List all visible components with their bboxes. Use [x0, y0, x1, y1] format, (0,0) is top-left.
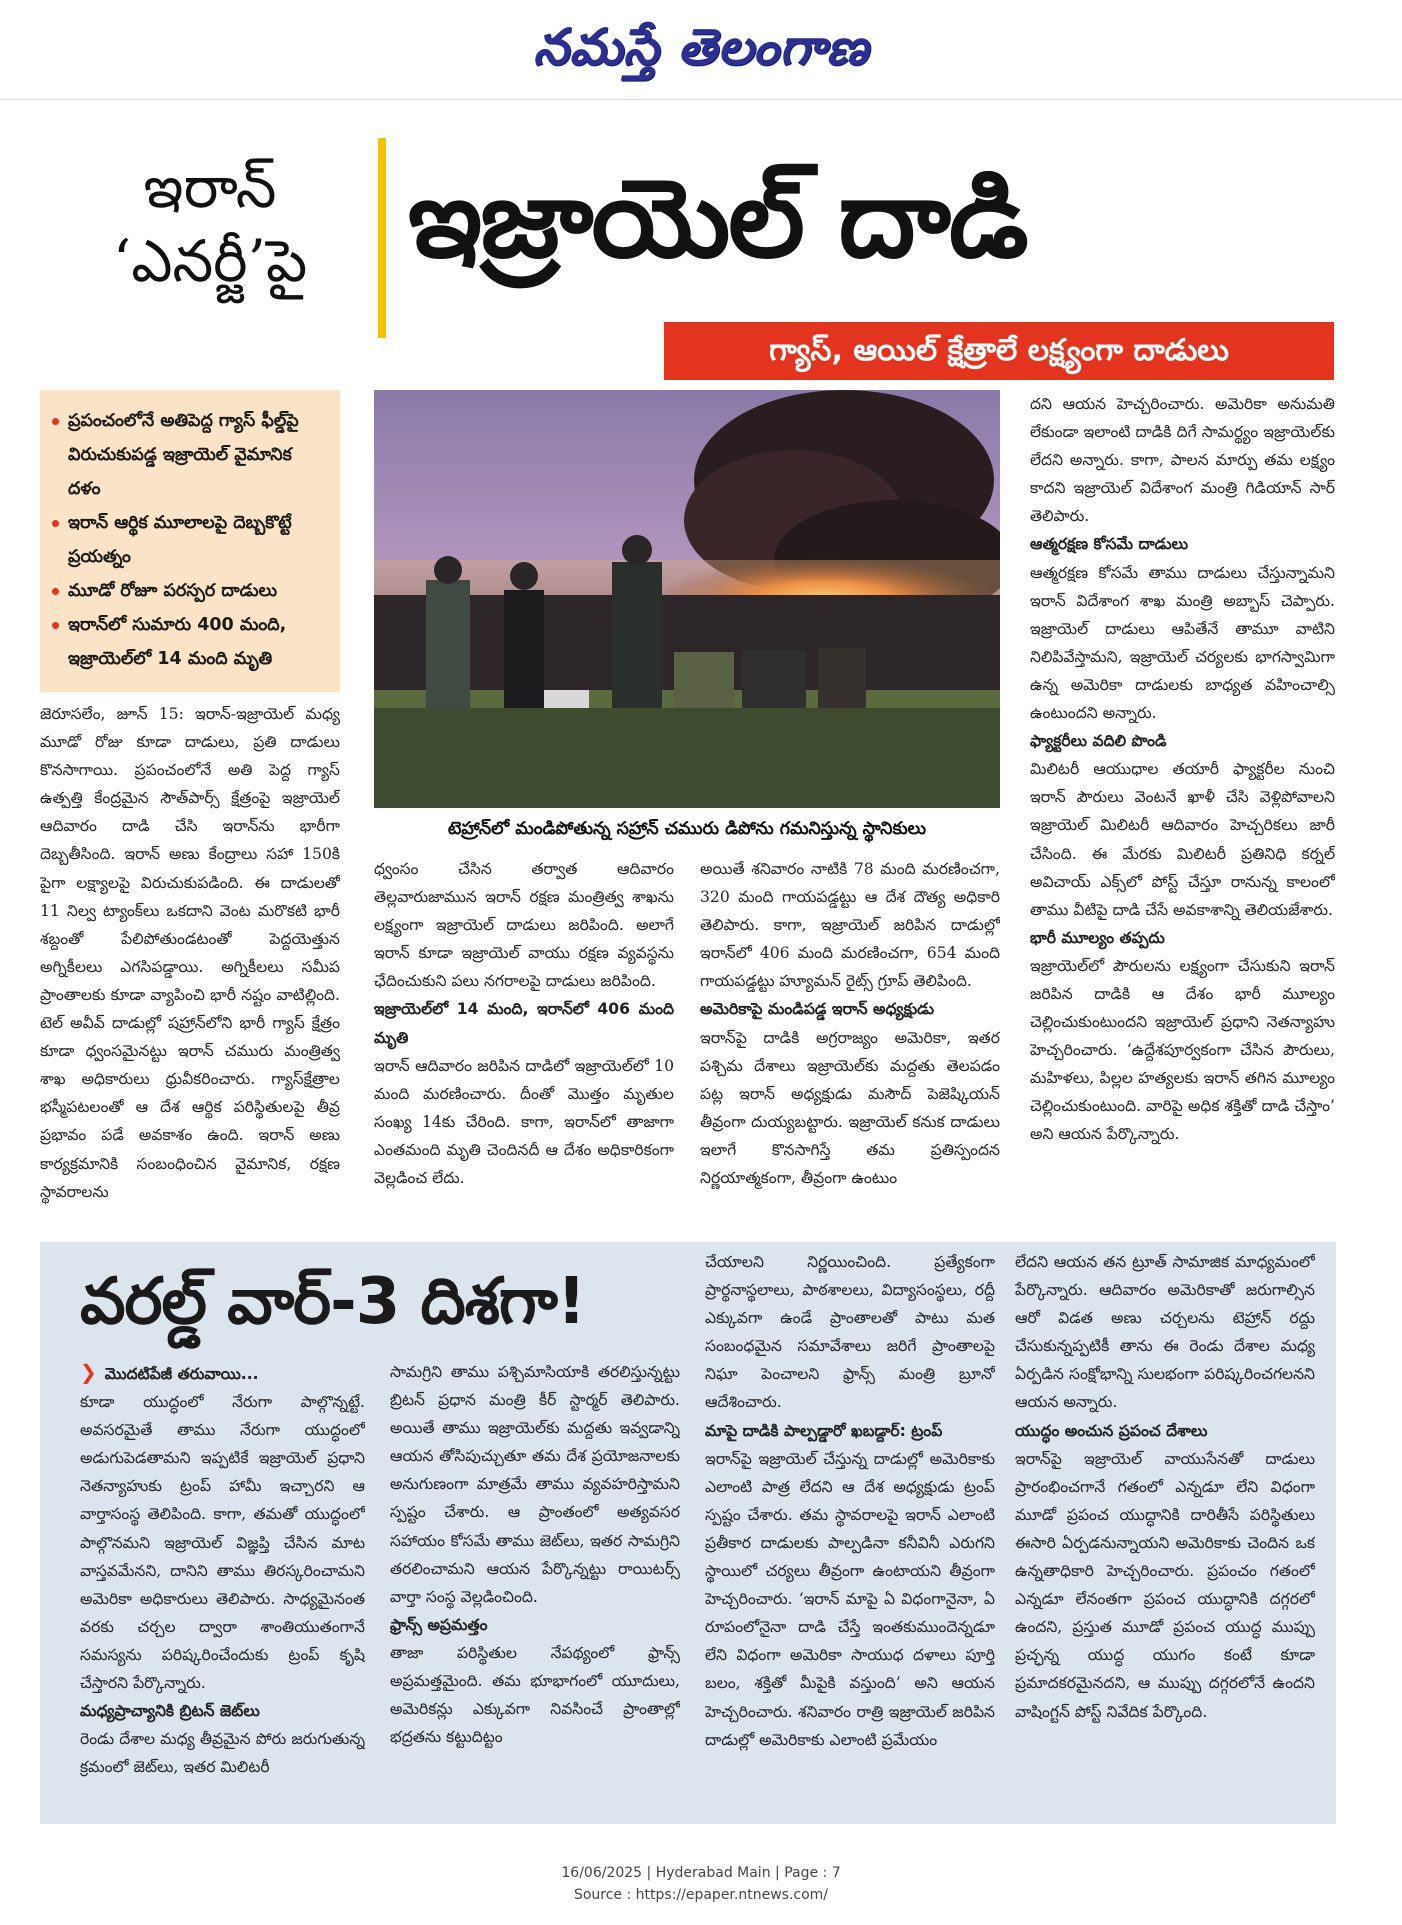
body-text: ఇరాన్‌పై ఇజ్రాయెల్ వాయుసేనతో దాడులు ప్రారంభించగానే గతంలో ఎన్నడూ లేని విధంగా మూడో ప్రపంచ యుద్ధానికి దారితీసే పరిస్థితులు ఈసారి ఏర్పడనున్నాయని అమెరికాకు చెందిన ఒక ఉన్నతాధికారి హెచ్చరించారు. ప్రపంచం గతంలో ఎన్నడూ లేనంతగా ప్రపంచ యుద్ధానికి దగ్గరలో ఉందని, ప్రస్తుత మూడో ప్రపంచ యుద్ధ ముప్పు ప్రచ్ఛన్న యుద్ధ యుగం కంటే కూడా ప్రమాదకరమైనదని, ఆ ముప్పు దగ్గరలోనే ఉందని వాషింగ్టన్ పోస్ట్ నివేదిక పేర్కొంది. — [1015, 1449, 1315, 1721]
continued-text: మొదటిపేజీ తరువాయి... — [104, 1365, 259, 1383]
story-column-4 — [1030, 390, 1335, 1220]
subheading: ఆత్మరక్షణ కోసమే దాడులు — [1030, 535, 1189, 554]
body-text: ఇరాన్‌పై ఇజ్రాయెల్ చేస్తున్న దాడుల్లో అమెరికాకు ఎలాంటి పాత్ర లేదని ఆ దేశ అధ్యక్షుడు ట్రంప్ స్పష్టం చేశారు. తమ స్థావరాలపై ఇరాన్ ఎలాంటి ప్రతీకార దాడులకు పాల్పడినా కనీవినీ ఎరుగని స్థాయిలో చర్యలు తీవ్రంగా ఉంటాయని తీవ్రంగా హెచ్చరించారు. ‘ఇరాన్ మాపై ఏ విధంగానైనా, ఏ రూపంలోనైనా దాడి చేస్తే ఇంతకుముందెన్నడూ లేని విధంగా అమెరికా సాయుధ దళాలు పూర్తి బలం, శక్తితో మీపైకి వస్తుంది’ అని ఆయన హెచ్చరించారు. శనివారం రాత్రి ఇజ్రాయెల్ జరిపిన దాడుల్లో అమెరికాకు ఎలాంటి ప్రమేయం — [705, 1449, 995, 1749]
body-text: అయితే శనివారం నాటికి 78 మంది మరణించగా, 320 మంది గాయపడ్డట్టు ఆ దేశ దౌత్య అధికారి తెలిపారు. కాగా, ఇజ్రాయెల్ జరిపిన దాడుల్లో ఇరాన్‌లో 406 మంది మరణించగా, 654 మంది గాయపడ్డట్టు హ్యూమన్ రైట్స్ గ్రూప్ తెలిపింది. — [700, 860, 1000, 991]
continued-from-label — [80, 1358, 365, 1388]
chevron-right-icon: ❯ — [80, 1360, 97, 1384]
body-text: సామగ్రిని తాము పశ్చిమాసియాకి తరలిస్తున్నట్టు బ్రిటన్ ప్రధాన మంత్రి కీర్ స్టార్మర్ తెలిపారు. అయితే తాము ఇజ్రాయెల్‌కు మద్దతు ఇవ్వడాన్ని ఆయన తోసిపుచ్చుతూ తమ దేశ ప్రయోజనాలకు అనుగుణంగా మాత్రమే తాము వ్యవహరిస్తామని స్పష్టం చేశారు. ఆ ప్రాంతంలో అత్యవసర సహాయం కోసమే తాము జెట్‌లు, ఇతర సామగ్రిని తరలించామని ఆయన పేర్కొన్నట్టు రాయిటర్స్ వార్తా సంస్థ వెల్లడించింది. — [390, 1363, 680, 1606]
subheading: ఇజ్రాయెల్‌లో 14 మంది, ఇరాన్‌లో 406 మంది మృతి — [374, 1000, 674, 1047]
subheading: మధ్యప్రాచ్యానికి బ్రిటన్ జెట్‌లు — [80, 1702, 260, 1721]
ww3-headline: వరల్డ్ వార్-3 దిశగా! — [80, 1265, 586, 1339]
body-text: మిలిటరీ ఆయుధాల తయారీ ఫ్యాక్టరీల నుంచి ఇరాన్ పౌరులు వెంటనే ఖాళీ చేసి వెళ్లిపోవాలని ఇజ్రాయెల్ మిలిటరీ ఆదివారం హెచ్చరికలు జారీ చేసింది. ఈ మేరకు మిలిటరీ ప్రతినిధి కర్నల్ అవిచాయ్ ఎక్స్‌లో పోస్ట్ చేస్తూ రానున్న కాలంలో తాము వీటిపై దాడి చేసే అవకాశాన్ని తెలియజేశారు. — [1030, 760, 1335, 919]
body-text: ఆత్మరక్షణ కోసమే తాము దాడులు చేస్తున్నామని ఇరాన్ విదేశాంగ శాఖ మంత్రి అబ్బాస్ చెప్పారు. ఇజ్రాయెల్ దాడులు ఆపితేనే తామూ వాటిని నిలిపివేస్తామని, ఇజ్రాయెల్ చర్యలకు భాగస్వామిగా ఉన్న అమెరికా దాడులకు బాధ్యత వహించాల్సి ఉంటుందని అన్నారు. — [1030, 563, 1335, 723]
footer-edition-line: 16/06/2025 | Hyderabad Main | Page : 7 — [561, 1865, 841, 1881]
story-column-3 — [700, 855, 1000, 1220]
story-headline: ఇజ్రాయెల్ దాడి — [408, 157, 1027, 282]
body-text: ఇరాన్ ఆదివారం జరిపిన దాడిలో ఇజ్రాయెల్‌లో 10 మంది మరణించారు. దీంతో మొత్తం మృతుల సంఖ్య 14కు చేరింది. కాగా, ఇరాన్‌లో తాజాగా ఎంతమంది మృతి చెందినదీ ఆ దేశం అధికారికంగా వెల్లడించ లేదు. — [374, 1056, 674, 1188]
highlight-item: ప్రపంచంలోనే అతిపెద్ద గ్యాస్ ఫీల్డ్‌పై విరుచుకుపడ్డ ఇజ్రాయెల్ వైమానిక దళం — [52, 404, 330, 506]
page-footer — [0, 1862, 1402, 1906]
story-column-1 — [40, 700, 340, 1220]
story-subhead: గ్యాస్, ఆయిల్ క్షేత్రాలే లక్ష్యంగా దాడులు — [664, 322, 1334, 380]
body-text: చేయాలని నిర్ణయించింది. ప్రత్యేకంగా ప్రార్థనాస్థలాలు, పాఠశాలలు, విద్యాసంస్థలు, రద్దీ ఎక్కువగా ఉండే ప్రాంతాలతో పాటు మత సంబంధమైన సమావేశాలు జరిగే ప్రాంతాలపై నిఘా పెంచాలని ఫ్రాన్స్ మంత్రి బ్రూనో ఆదేశించారు. — [705, 1253, 995, 1412]
story-kicker — [60, 150, 360, 298]
body-text: ఇరాన్‌పై దాడికి అగ్రరాజ్యం అమెరికా, ఇతర పశ్చిమ దేశాలు ఇజ్రాయెల్‌కు మద్దతు తెలపడం పట్ల ఇరాన్ అధ్యక్షుడు మసౌద్ పెజెష్కియన్ తీవ్రంగా దుయ్యబట్టారు. ఇజ్రాయెల్ కనుక దాడులు ఇలాగే కొనసాగిస్తే తమ ప్రతిస్పందన నిర్ణయాత్మకంగా, తీవ్రంగా ఉంటుం — [700, 1028, 1000, 1188]
story-column-2 — [374, 855, 674, 1220]
ww3-column-3 — [705, 1248, 995, 1818]
subheading: అమెరికాపై మండిపడ్డ ఇరాన్ అధ్యక్షుడు — [700, 1000, 935, 1019]
body-text: దని ఆయన హెచ్చరించారు. అమెరికా అనుమతి లేకుండా ఇలాంటి దాడికి దిగే సామర్థ్యం ఇజ్రాయెల్‌కు లేదని అన్నారు. కాగా, పాలన మార్పు తమ లక్ష్యం కాదని ఇజ్రాయెల్ విదేశాంగ మంత్రి గిడియాన్ సార్ తెలిపారు. — [1030, 395, 1335, 526]
subheading: భారీ మూల్యం తప్పదు — [1030, 928, 1165, 947]
body-text: తాజా పరిస్థితుల నేపథ్యంలో ఫ్రాన్స్ అప్రమత్తమైంది. తమ భూభాగంలో యూదులు, అమెరికన్లు ఎక్కువగా నివసించే ప్రాంతాల్లో భద్రతను కట్టుదిట్టం — [390, 1643, 680, 1747]
masthead — [0, 0, 1402, 100]
subheading: యుద్ధం అంచున ప్రపంచ దేశాలు — [1015, 1421, 1208, 1440]
subheading: మాపై దాడికి పాల్పడ్డారో ఖబడ్దార్: ట్రంప్ — [705, 1421, 943, 1440]
body-text: ఇజ్రాయెల్‌లో పౌరులను లక్ష్యంగా చేసుకుని ఇరాన్ జరిపిన దాడికి ఆ దేశం భారీ మూల్యం చెల్లించుకుంటుందని ఇజ్రాయెల్ ప్రధాని నెతన్యాహు హెచ్చరించారు. ‘ఉద్దేశపూర్వకంగా చేసిన పౌరులు, మహిళలు, పిల్లల హత్యలకు ఇరాన్ తగిన మూల్యం చెల్లించుకుంటుంది. వారిపై అధిక శక్తితో దాడి చేస్తాం’ అని ఆయన పేర్కొన్నారు. — [1030, 956, 1335, 1144]
body-text: ధ్వంసం చేసిన తర్వాత ఆదివారం తెల్లవారుజామున ఇరాన్ రక్షణ మంత్రిత్వ శాఖను లక్ష్యంగా ఇజ్రాయెల్ దాడులు జరిపింది. అలాగే ఇరాన్ కూడా ఇజ్రాయెల్ వాయు రక్షణ వ్యవస్థను ఛేదించుకుని పలు నగరాలపై దాడులు జరిపింది. — [374, 860, 674, 991]
body-text: లేదని ఆయన తన ట్రూత్ సామాజిక మాధ్యమంలో పేర్కొన్నారు. ఆదివారం అమెరికాతో జరుగాల్సిన ఆరో విడత అణు చర్చలను టెహ్రాన్ రద్దు చేసుకున్నప్పటికీ తాను ఈ రెండు దేశాల మధ్య ఏర్పడిన సంక్షోభాన్ని సులభంగా పరిష్కరించగలనని ఆయన అన్నారు. — [1015, 1253, 1315, 1412]
photo-caption: టెహ్రాన్‌లో మండిపోతున్న సహ్రాన్ చమురు డిపోను గమనిస్తున్న స్థానికులు — [447, 819, 927, 839]
body-text: జెరూసలేం, జూన్ 15: ఇరాన్-ఇజ్రాయెల్ మధ్య మూడో రోజు కూడా దాడులు, ప్రతి దాడులు కొనసాగాయి. ప్రపంచంలోనే అతి పెద్ద గ్యాస్ ఉత్పత్తి కేంద్రమైన సౌత్‌పార్స్ క్షేత్రంపై ఇజ్రాయెల్ ఆదివారం దాడి చేసి ఇరాన్‌ను భారీగా దెబ్బతీసింది. ఇరాన్ అణు కేంద్రాలు సహా 150కి పైగా లక్ష్యాలపై విరుచుకుపడింది. ఈ దాడులతో 11 నిల్వ ట్యాంక్‌లు ఒకదాని వెంట మరొకటి భారీ శబ్దంతో పేలిపోతుండటంతో పెద్దయెత్తున అగ్నికీలలు ఎగసిపడ్డాయి. అగ్నికీలలు సమీప ప్రాంతాలకు కూడా వ్యాపించి భారీ నష్టం వాటిల్లింది. టెల్ అవీవ్ దాడుల్లో షహ్రాన్‌లోని భారీ గ్యాస్ క్షేత్రం కూడా ధ్వంసమైనట్టు ఇరాన్ చమురు మంత్రిత్వ శాఖ అధికారులు ధ్రువీకరించారు. గ్యాస్‌క్షేత్రాల భస్మీపటలంతో ఆ దేశ ఆర్థిక పరిస్థితులపై తీవ్ర ప్రభావం పడే అవకాశం ఉంది. ఇరాన్ అణు కార్యక్రమానికి సంబంధించిన వైమానిక, రక్షణ స్థావరాలను — [40, 705, 340, 1201]
body-text: రెండు దేశాల మధ్య తీవ్రమైన పోరు జరుగుతున్న క్రమంలో జెట్‌లు, ఇతర మిలిటరీ — [80, 1730, 365, 1777]
subheading: ఫ్రాన్స్ అప్రమత్తం — [390, 1615, 488, 1634]
fire-scene-illustration — [374, 390, 1000, 808]
footer-source-link[interactable]: Source : https://epaper.ntnews.com/ — [573, 1887, 829, 1903]
kicker-divider — [378, 138, 386, 338]
news-photo — [374, 390, 1000, 808]
kicker-line-1: ఇరాన్ — [143, 153, 277, 221]
highlight-item: ఇరాన్ ఆర్థిక మూలాలపై దెబ్బకొట్టే ప్రయత్నం — [52, 506, 330, 574]
subheading: ఫ్యాక్టరీలు వదిలి పొండి — [1030, 732, 1167, 751]
kicker-line-2: ‘ఎనర్జీ’పై — [112, 227, 308, 295]
ww3-column-2 — [390, 1358, 680, 1818]
highlight-item: ఇరాన్‌లో సుమారు 400 మంది, ఇజ్రాయెల్‌లో 14 మంది మృతి — [52, 608, 330, 676]
body-text: కూడా యుద్ధంలో నేరుగా పాల్గొన్నట్టే. అవసరమైతే తాము నేరుగా యుద్ధంలో అడుగుపెడతామని ఇప్పటికే ఇజ్రాయెల్ ప్రధాని నెతన్యాహుకు ట్రంప్ హామీ ఇచ్చారని ఆ వార్తాసంస్థ తెలిపింది. కాగా, తమతో యుద్ధంలో పాల్గొనమని ఇజ్రాయెల్ విజ్ఞప్తి చేసిన మాట వాస్తవమేనని, దానిని తాము తిరస్కరించామని అమెరికా అధికారులు తెలిపారు. సాధ్యమైనంత వరకు చర్చల ద్వారా శాంతియుతంగానే సమస్యను పరిష్కరించేందుకు ట్రంప్ కృషి చేస్తారని పేర్కొన్నారు. — [80, 1393, 365, 1693]
ww3-column-1 — [80, 1358, 365, 1818]
ww3-column-4 — [1015, 1248, 1315, 1818]
highlight-item: మూడో రోజూ పరస్పర దాడులు — [52, 574, 330, 608]
highlights-box — [40, 390, 340, 692]
newspaper-logo: నమస్తే తెలంగాణ — [533, 18, 869, 76]
